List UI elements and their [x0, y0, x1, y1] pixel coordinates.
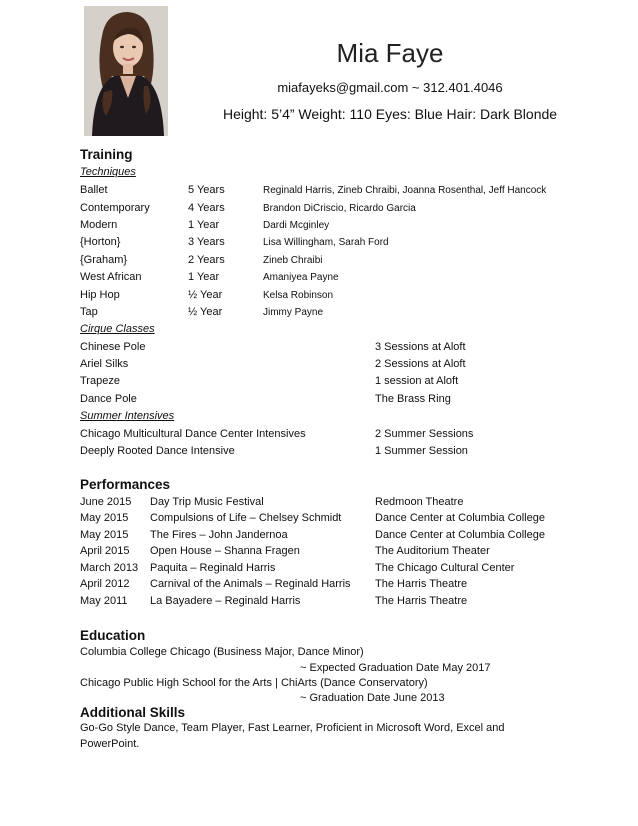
- technique-years: 1 Year: [188, 271, 220, 283]
- education-college: Columbia College Chicago (Business Major, Dance Minor): [80, 646, 364, 658]
- technique-teachers: Dardi Mcginley: [263, 220, 330, 231]
- cirque-detail: The Brass Ring: [375, 393, 451, 405]
- technique-style: Hip Hop: [80, 289, 120, 301]
- intensive-detail: 2 Summer Sessions: [375, 428, 474, 440]
- performance-title: Compulsions of Life – Chelsey Schmidt: [150, 512, 342, 524]
- technique-teachers: Jimmy Payne: [263, 307, 324, 318]
- contact-line: miafayeks@gmail.com ~ 312.401.4046: [277, 80, 503, 95]
- performance-date: May 2011: [80, 595, 128, 607]
- technique-style: Ballet: [80, 184, 108, 196]
- technique-years: 4 Years: [188, 202, 225, 214]
- cirque-detail: 2 Sessions at Aloft: [375, 358, 466, 370]
- techniques-subheading: Techniques: [80, 166, 136, 178]
- skills-line: Go-Go Style Dance, Team Player, Fast Learner, Proficient in Microsoft Word, Excel and: [80, 722, 505, 734]
- resume-name: Mia Faye: [336, 38, 444, 68]
- performance-title: Paquita – Reginald Harris: [150, 562, 276, 574]
- performance-venue: The Harris Theatre: [375, 578, 468, 590]
- technique-years: 3 Years: [188, 236, 225, 248]
- headshot-illustration: [84, 6, 168, 136]
- cirque-class: Ariel Silks: [80, 358, 129, 370]
- performance-venue: The Harris Theatre: [375, 595, 468, 607]
- performance-venue: Redmoon Theatre: [375, 496, 464, 508]
- performance-title: La Bayadere – Reginald Harris: [150, 595, 301, 607]
- skills-heading: Additional Skills: [80, 705, 186, 720]
- technique-years: ½ Year: [188, 306, 223, 318]
- performance-title: The Fires – John Jandernoa: [150, 529, 288, 541]
- education-highschool: Chicago Public High School for the Arts | ChiArts (Dance Conservatory): [80, 677, 428, 689]
- performance-date: June 2015: [80, 496, 132, 508]
- cirque-class: Trapeze: [80, 375, 120, 387]
- technique-teachers: Lisa Willingham, Sarah Ford: [263, 237, 389, 248]
- headshot-photo: [84, 6, 168, 136]
- technique-teachers: Reginald Harris, Zineb Chraibi, Joanna Rosenthal, Jeff Hancock: [263, 185, 547, 196]
- technique-years: 5 Years: [188, 184, 225, 196]
- education-highschool-note: ~ Graduation Date June 2013: [300, 692, 445, 704]
- performance-title: Day Trip Music Festival: [150, 496, 264, 508]
- technique-teachers: Kelsa Robinson: [263, 290, 334, 301]
- performance-venue: The Chicago Cultural Center: [375, 562, 515, 574]
- performance-venue: Dance Center at Columbia College: [375, 512, 545, 524]
- cirque-detail: 1 session at Aloft: [375, 375, 459, 387]
- technique-style: {Horton}: [80, 236, 121, 248]
- performance-date: April 2012: [80, 578, 130, 590]
- performance-title: Carnival of the Animals – Reginald Harris: [150, 578, 351, 590]
- performance-title: Open House – Shanna Fragen: [150, 545, 300, 557]
- performance-date: May 2015: [80, 512, 129, 524]
- intensives-subheading: Summer Intensives: [80, 410, 175, 422]
- performance-date: April 2015: [80, 545, 130, 557]
- technique-years: ½ Year: [188, 289, 223, 301]
- physical-stats: Height: 5’4” Weight: 110 Eyes: Blue Hair: Dark Blonde: [222, 106, 558, 122]
- technique-years: 1 Year: [188, 219, 220, 231]
- education-college-note: ~ Expected Graduation Date May 2017: [300, 662, 491, 674]
- skills-line: PowerPoint.: [80, 738, 140, 750]
- technique-teachers: Zineb Chraibi: [263, 255, 323, 266]
- technique-teachers: Brandon DiCriscio, Ricardo Garcia: [263, 203, 416, 214]
- performances-heading: Performances: [80, 477, 171, 492]
- performance-date: May 2015: [80, 529, 129, 541]
- cirque-class: Dance Pole: [80, 393, 137, 405]
- technique-style: {Graham}: [80, 254, 128, 266]
- performance-venue: Dance Center at Columbia College: [375, 529, 545, 541]
- performance-venue: The Auditorium Theater: [375, 545, 490, 557]
- technique-teachers: Amaniyea Payne: [263, 272, 339, 283]
- technique-style: West African: [80, 271, 142, 283]
- technique-style: Tap: [80, 306, 98, 318]
- technique-style: Modern: [80, 219, 118, 231]
- cirque-subheading: Cirque Classes: [80, 323, 155, 335]
- training-heading: Training: [80, 147, 133, 162]
- technique-style: Contemporary: [80, 202, 150, 214]
- education-heading: Education: [80, 628, 146, 643]
- intensive-name: Deeply Rooted Dance Intensive: [80, 445, 235, 457]
- performance-date: March 2013: [80, 562, 139, 574]
- intensive-detail: 1 Summer Session: [375, 445, 468, 457]
- technique-years: 2 Years: [188, 254, 225, 266]
- cirque-detail: 3 Sessions at Aloft: [375, 341, 466, 353]
- cirque-class: Chinese Pole: [80, 341, 146, 353]
- intensive-name: Chicago Multicultural Dance Center Intensives: [80, 428, 306, 440]
